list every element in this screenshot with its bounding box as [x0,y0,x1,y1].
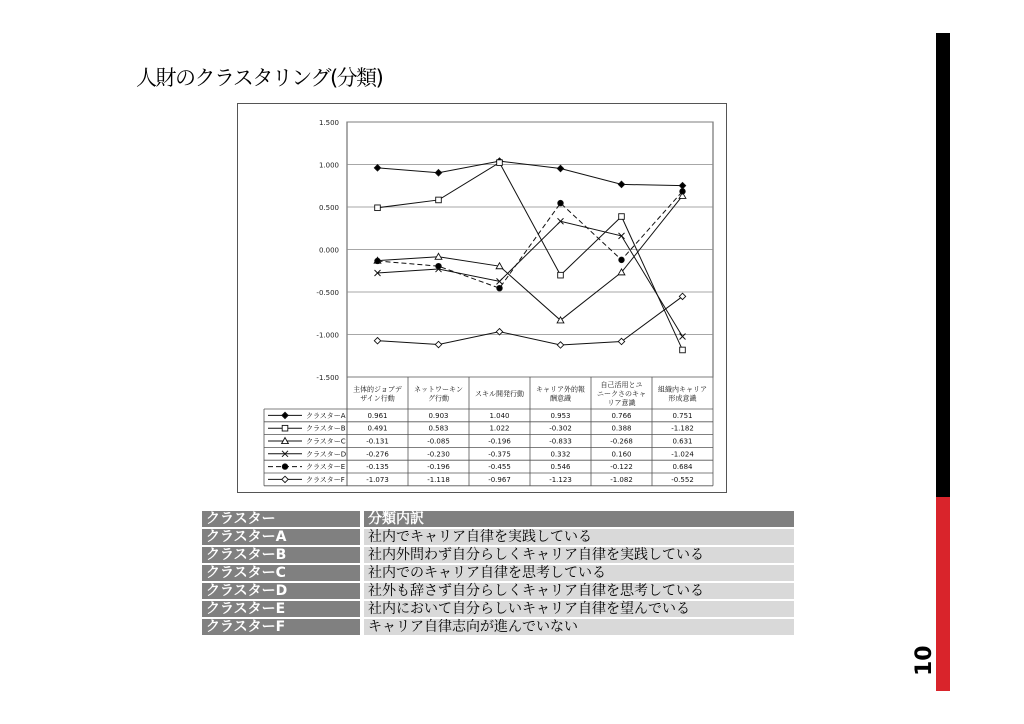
legend-label: クラスターF [306,475,345,484]
data-value-label: 0.388 [611,424,632,433]
series-line [378,163,683,350]
legend-label: クラスターA [306,411,346,420]
data-value-label: -0.196 [427,463,450,472]
sidebar-bar-black [936,33,950,497]
page-number: 10 [912,645,937,676]
series-line [378,191,683,288]
data-point-marker [679,182,685,188]
data-value-label: 0.751 [672,411,693,420]
cluster-description-cell: 社内において自分らしいキャリア自律を望んでいる [360,601,794,617]
table-row [202,619,794,635]
data-value-label: -0.122 [610,463,633,472]
data-value-label: 0.631 [672,437,693,446]
data-value-label: 0.583 [428,424,449,433]
cluster-name-cell: クラスターA [202,529,360,545]
data-point-marker [282,425,288,431]
data-value-label: 0.903 [428,411,449,420]
table-row [202,601,794,617]
data-point-marker [680,347,686,353]
category-label: 形成意識 [668,394,697,403]
data-value-label: -0.375 [488,450,511,459]
data-value-label: 0.953 [550,411,571,420]
series-line [378,196,683,320]
data-value-label: -0.230 [427,450,450,459]
category-label: キャリア外的報 [536,385,585,394]
data-point-marker [557,342,563,348]
data-point-marker [436,263,442,269]
data-value-label: -0.268 [610,437,633,446]
data-value-label: -1.082 [610,475,633,484]
data-point-marker [375,205,381,211]
data-value-label: 0.684 [672,463,693,472]
data-point-marker [374,338,380,344]
data-value-label: 0.491 [367,424,388,433]
data-value-label: -1.118 [427,475,450,484]
data-point-marker [282,464,288,470]
cluster-description-cell: 社内でキャリア自律を実践している [360,529,794,545]
legend-label: クラスターC [306,437,346,446]
cluster-name-cell: クラスターF [202,619,360,635]
data-value-label: -0.967 [488,475,511,484]
data-value-label: -0.135 [366,463,389,472]
data-point-marker [618,181,624,187]
data-value-label: -1.024 [671,450,694,459]
data-value-label: 1.022 [489,424,510,433]
cluster-name-cell: クラスターE [202,601,360,617]
data-point-marker [375,258,381,264]
cluster-description-cell: 社内でのキャリア自律を思考している [360,565,794,581]
data-point-marker [619,214,625,220]
table-row [202,565,794,581]
data-value-label: 0.332 [550,450,571,459]
cluster-name-cell: クラスターB [202,547,360,563]
cluster-description-table [202,509,794,637]
data-value-label: -1.182 [671,424,694,433]
data-point-marker [557,165,563,171]
table-row [202,547,794,563]
cluster-description-cell: 社外も辞さず自分らしくキャリア自律を思考している [360,583,794,599]
data-point-marker [497,285,503,291]
data-point-marker [282,476,288,482]
data-point-marker [374,165,380,171]
table-row [202,529,794,545]
data-point-marker [497,160,503,166]
category-label: ザイン行動 [360,394,395,403]
category-label: ニークさのキャ [597,390,646,398]
data-value-label: 1.040 [489,411,510,420]
table-row [202,583,794,599]
y-tick-label: -1.000 [316,331,339,340]
category-label: ネットワーキン [414,385,463,394]
data-point-marker [435,341,441,347]
y-tick-label: -0.500 [316,289,339,297]
data-value-label: -0.276 [366,450,389,459]
data-value-label: 0.961 [367,411,388,420]
data-value-label: -1.123 [549,475,572,484]
data-point-marker [435,253,442,259]
header-description: 分類内訳 [360,511,794,527]
table-header-row [202,511,794,527]
data-point-marker [619,257,625,263]
data-value-label: -0.131 [366,437,389,446]
y-tick-label: 0.000 [318,246,339,255]
category-label: グ行動 [428,394,449,403]
data-value-label: -0.455 [488,463,511,472]
data-value-label: 0.160 [611,450,632,459]
data-point-marker [435,170,441,176]
y-tick-label: 1.500 [318,119,339,127]
data-point-marker [680,189,686,195]
data-value-label: -0.085 [427,437,450,446]
data-value-label: 0.766 [611,411,632,420]
data-point-marker [436,197,442,203]
header-cluster: クラスター [202,511,360,527]
data-value-label: 0.546 [550,463,571,472]
legend-label: クラスターD [306,450,347,459]
category-label: リア意識 [607,399,636,407]
series-line [378,221,683,336]
category-label: 主体的ジョブデ [353,385,402,394]
series-line [378,296,683,345]
cluster-description-cell: キャリア自律志向が進んでいない [360,619,794,635]
data-value-label: -1.073 [366,475,389,484]
y-tick-label: 0.500 [318,204,339,212]
slide-title: 人財のクラスタリング(分類) [136,66,383,90]
data-point-marker [558,200,564,206]
y-tick-label: 1.000 [318,161,339,170]
cluster-line-chart [237,103,727,493]
y-tick-label: -1.500 [316,374,339,382]
legend-label: クラスターE [306,463,346,472]
cluster-name-cell: クラスターD [202,583,360,599]
category-label: 自己活用とユ [600,381,643,389]
data-point-marker [282,412,288,418]
category-label: 組織内キャリア [658,385,707,394]
data-value-label: -0.552 [671,475,694,484]
data-value-label: -0.833 [549,437,572,446]
data-value-label: -0.196 [488,437,511,446]
cluster-description-cell: 社内外問わず自分らしくキャリア自律を実践している [360,547,794,563]
category-label: スキル開発行動 [475,390,524,398]
data-point-marker [496,328,502,334]
cluster-name-cell: クラスターC [202,565,360,581]
data-point-marker [558,272,564,278]
legend-label: クラスターB [306,424,346,433]
chart-svg [238,104,726,492]
data-value-label: -0.302 [549,424,572,433]
category-label: 酬意識 [550,394,571,403]
